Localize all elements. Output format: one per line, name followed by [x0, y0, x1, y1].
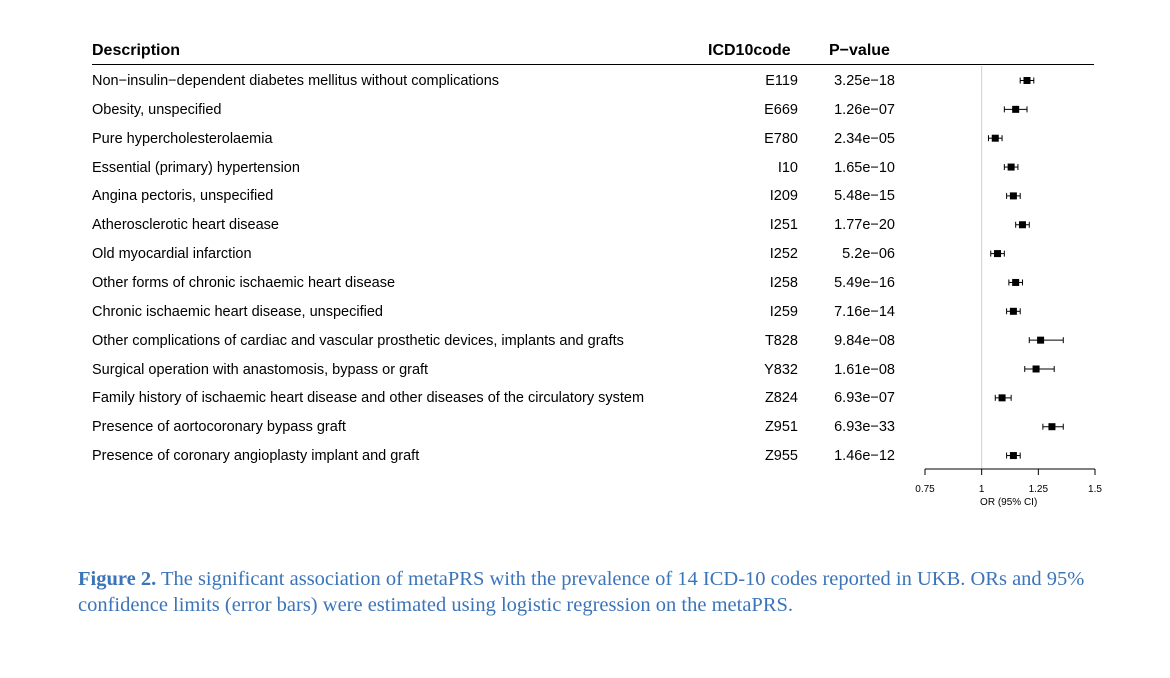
caption-label: Figure 2.: [78, 568, 157, 590]
row-pvalue: 5.49e−16: [834, 274, 895, 291]
or-point: [1008, 164, 1015, 171]
row-pvalue: 9.84e−08: [834, 332, 895, 349]
or-point: [1010, 192, 1017, 199]
header-pvalue: P−value: [829, 42, 890, 59]
header-description: Description: [92, 42, 181, 59]
or-point: [1012, 106, 1019, 113]
or-point: [994, 250, 1001, 257]
x-tick-label: 0.75: [915, 484, 935, 495]
row-icd10code: I209: [769, 188, 798, 205]
row-pvalue: 1.26e−07: [834, 101, 895, 118]
x-tick-label: 1: [978, 484, 985, 495]
row-pvalue: 5.2e−06: [842, 246, 895, 263]
row-icd10code: Z955: [764, 448, 798, 465]
or-point: [1033, 366, 1040, 373]
row-pvalue: 5.48e−15: [834, 188, 895, 205]
row-description: Chronic ischaemic heart disease, unspecified: [92, 303, 383, 320]
or-point: [1010, 452, 1017, 459]
row-pvalue: 2.34e−05: [834, 130, 895, 147]
row-icd10code: Z951: [764, 419, 798, 436]
row-icd10code: I10: [777, 159, 798, 176]
row-description: Other complications of cardiac and vascular prosthetic devices, implants and grafts: [92, 332, 624, 349]
row-pvalue: 1.61e−08: [834, 361, 895, 378]
or-point: [1037, 337, 1044, 344]
row-description: Atherosclerotic heart disease: [92, 217, 279, 234]
row-description: Obesity, unspecified: [92, 101, 222, 118]
figure-caption: [78, 566, 1118, 618]
row-pvalue: 7.16e−14: [834, 303, 895, 320]
row-icd10code: E669: [764, 101, 798, 118]
or-point: [992, 135, 999, 142]
or-point: [999, 394, 1006, 401]
row-description: Angina pectoris, unspecified: [92, 188, 274, 205]
row-pvalue: 6.93e−07: [834, 390, 895, 407]
row-pvalue: 1.46e−12: [834, 448, 895, 465]
row-description: Non−insulin−dependent diabetes mellitus without complications: [92, 73, 500, 89]
or-point: [1019, 221, 1026, 228]
caption-text: The significant association of metaPRS with the prevalence of 14 ICD-10 codes reported in UKB. ORs and 95% confidence limits (error bars) were estimated using logistic regression on the metaPRS.: [78, 568, 1085, 616]
or-point: [1010, 308, 1017, 315]
row-icd10code: I259: [769, 303, 798, 320]
or-point: [1048, 423, 1055, 430]
row-icd10code: Y832: [764, 361, 798, 378]
row-icd10code: I258: [769, 274, 798, 291]
row-pvalue: 1.77e−20: [834, 217, 895, 234]
row-icd10code: T828: [764, 332, 798, 349]
row-description: Old myocardial infarction: [92, 246, 252, 263]
row-description: Presence of aortocoronary bypass graft: [92, 419, 346, 436]
row-description: Surgical operation with anastomosis, bypass or graft: [92, 361, 429, 378]
x-tick-label: 1.5: [1088, 484, 1102, 495]
or-point: [1024, 77, 1031, 84]
row-pvalue: 6.93e−33: [834, 419, 895, 436]
row-description: Family history of ischaemic heart disease and other diseases of the circulatory system: [92, 390, 645, 407]
row-icd10code: E119: [765, 73, 798, 89]
header-icd10code: ICD10code: [708, 42, 791, 59]
row-description: Pure hypercholesterolaemia: [92, 130, 273, 147]
or-point: [1012, 279, 1019, 286]
row-icd10code: I251: [769, 217, 798, 234]
row-pvalue: 1.65e−10: [834, 159, 895, 176]
row-pvalue: 3.25e−18: [834, 73, 895, 89]
row-icd10code: I252: [769, 246, 798, 263]
row-description: Other forms of chronic ischaemic heart disease: [92, 274, 396, 291]
x-axis-label: OR (95% CI): [980, 497, 1038, 508]
row-icd10code: Z824: [764, 390, 798, 407]
row-description: Presence of coronary angioplasty implant and graft: [92, 448, 420, 465]
row-description: Essential (primary) hypertension: [92, 159, 300, 176]
row-icd10code: E780: [764, 130, 798, 147]
x-tick-label: 1.25: [1028, 484, 1049, 495]
